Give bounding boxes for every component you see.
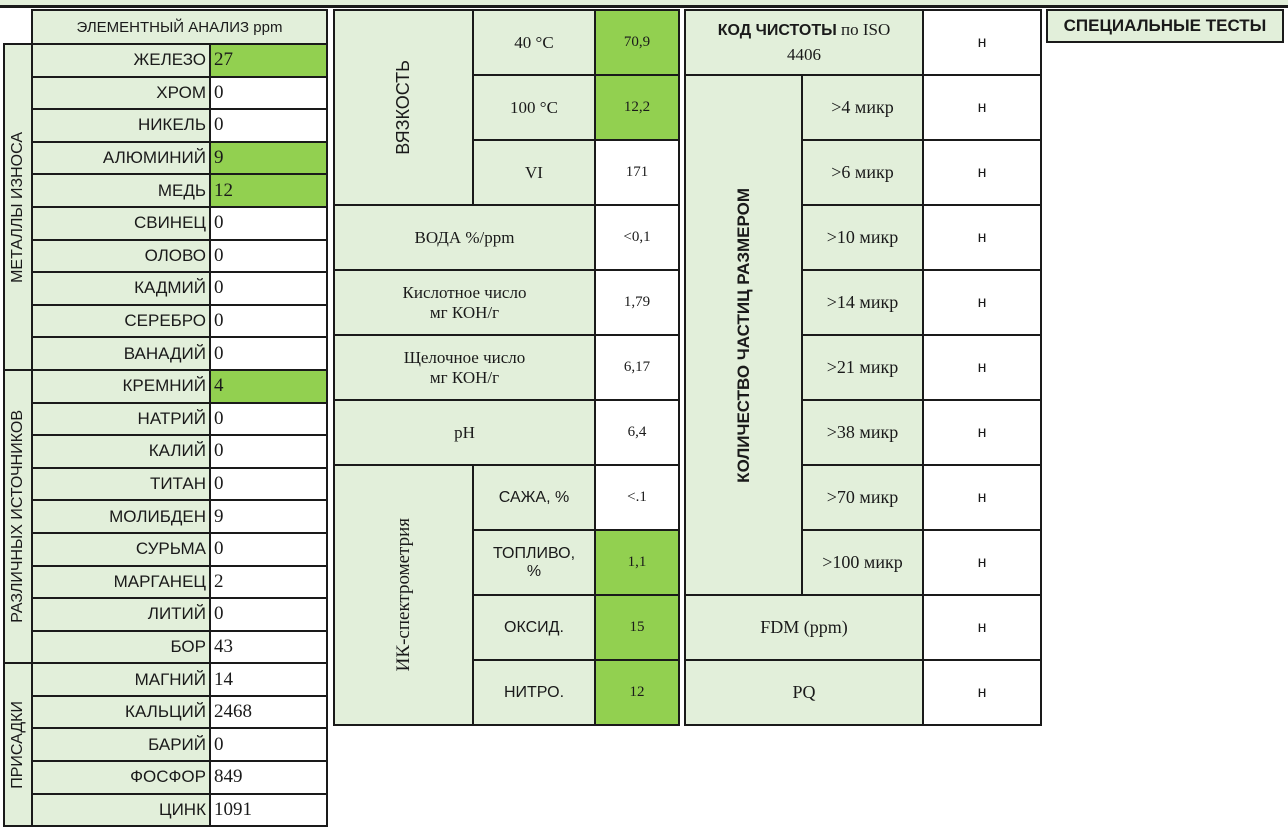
particle-size-label: >100 микр xyxy=(802,530,923,595)
vi-label: VI xyxy=(473,140,595,205)
element-group-label: МЕТАЛЛЫ ИЗНОСА xyxy=(9,131,26,283)
element-value: 0 xyxy=(210,403,327,436)
element-row xyxy=(4,794,327,827)
fuel-label xyxy=(473,530,595,595)
particle-size-label: >70 микр xyxy=(802,465,923,530)
visc-100-value: 12,2 xyxy=(595,75,679,140)
vi-value: 171 xyxy=(595,140,679,205)
fdm-value: н xyxy=(923,595,1041,660)
element-name: КАЛЬЦИЙ xyxy=(32,696,210,729)
particle-size-label: >21 микр xyxy=(802,335,923,400)
element-value: 9 xyxy=(210,142,327,175)
corner-blank xyxy=(4,10,32,44)
top-band xyxy=(0,0,1288,8)
ir-group xyxy=(334,465,473,725)
base-line2: мг КОН/г xyxy=(429,367,500,387)
element-row xyxy=(4,142,327,175)
element-value: 0 xyxy=(210,109,327,142)
particle-size-value: н xyxy=(923,140,1041,205)
iso-code-label xyxy=(685,10,923,75)
cleanliness-table xyxy=(684,9,1042,726)
oxidation-value: 15 xyxy=(595,595,679,660)
element-row xyxy=(4,44,327,77)
element-value: 0 xyxy=(210,77,327,110)
particle-size-value: н xyxy=(923,400,1041,465)
elemental-analysis-table xyxy=(3,9,328,827)
particle-size-value: н xyxy=(923,530,1041,595)
ir-label: ИК-спектрометрия xyxy=(392,518,414,672)
element-row xyxy=(4,109,327,142)
fuel-line2: % xyxy=(526,562,542,580)
element-value: 1091 xyxy=(210,794,327,827)
element-name: БОР xyxy=(32,631,210,664)
element-name: ФОСФОР xyxy=(32,761,210,794)
element-row xyxy=(4,435,327,468)
visc-40-label: 40 °C xyxy=(473,10,595,75)
element-value: 12 xyxy=(210,174,327,207)
soot-value: <.1 xyxy=(595,465,679,530)
element-row xyxy=(4,761,327,794)
oxidation-label: ОКСИД. xyxy=(473,595,595,660)
base-value: 6,17 xyxy=(595,335,679,400)
nitration-value: 12 xyxy=(595,660,679,725)
element-row xyxy=(4,272,327,305)
element-name: МЕДЬ xyxy=(32,174,210,207)
element-name: ВАНАДИЙ xyxy=(32,337,210,370)
element-value: 849 xyxy=(210,761,327,794)
acid-line2: мг КОН/г xyxy=(429,302,500,322)
element-value: 0 xyxy=(210,337,327,370)
element-name: НИКЕЛЬ xyxy=(32,109,210,142)
element-value: 27 xyxy=(210,44,327,77)
element-value: 0 xyxy=(210,435,327,468)
fdm-label: FDM (ppm) xyxy=(685,595,923,660)
element-row xyxy=(4,500,327,533)
element-value: 0 xyxy=(210,468,327,501)
element-name: МАГНИЙ xyxy=(32,663,210,696)
element-value: 0 xyxy=(210,305,327,338)
particle-size-value: н xyxy=(923,465,1041,530)
element-name: ОЛОВО xyxy=(32,240,210,273)
element-value: 14 xyxy=(210,663,327,696)
iso-line2: 4406 xyxy=(787,45,821,64)
properties-table xyxy=(333,9,680,726)
iso-value: н xyxy=(923,10,1041,75)
viscosity-group xyxy=(334,10,473,205)
element-row xyxy=(4,337,327,370)
water-value: <0,1 xyxy=(595,205,679,270)
element-name: КАДМИЙ xyxy=(32,272,210,305)
element-row xyxy=(4,533,327,566)
acid-number-label xyxy=(334,270,595,335)
particle-size-value: н xyxy=(923,75,1041,140)
water-label: ВОДА %/ppm xyxy=(334,205,595,270)
acid-value: 1,79 xyxy=(595,270,679,335)
element-name: ХРОМ xyxy=(32,77,210,110)
element-value: 0 xyxy=(210,240,327,273)
element-row xyxy=(4,663,327,696)
iso-line1: КОД ЧИСТОТЫ по ISO xyxy=(717,20,891,39)
fdm-row xyxy=(685,595,1041,660)
element-name: КАЛИЙ xyxy=(32,435,210,468)
element-row xyxy=(4,631,327,664)
element-value: 4 xyxy=(210,370,327,403)
particle-size-label: >4 микр xyxy=(802,75,923,140)
element-row xyxy=(4,77,327,110)
ph-value: 6,4 xyxy=(595,400,679,465)
element-name: СВИНЕЦ xyxy=(32,207,210,240)
element-row xyxy=(4,370,327,403)
particle-row xyxy=(685,75,1041,140)
element-name: ЛИТИЙ xyxy=(32,598,210,631)
element-name: СЕРЕБРО xyxy=(32,305,210,338)
element-value: 43 xyxy=(210,631,327,664)
soot-label: САЖА, % xyxy=(473,465,595,530)
particle-size-label: >14 микр xyxy=(802,270,923,335)
base-line1: Щелочное число xyxy=(403,347,526,367)
element-name: МАРГАНЕЦ xyxy=(32,566,210,599)
special-tests-header: СПЕЦИАЛЬНЫЕ ТЕСТЫ xyxy=(1046,9,1284,43)
element-name: ЖЕЛЕЗО xyxy=(32,44,210,77)
particle-group xyxy=(685,75,802,595)
elements-header: ЭЛЕМЕНТНЫЙ АНАЛИЗ ppm xyxy=(32,10,327,44)
particle-size-label: >10 микр xyxy=(802,205,923,270)
viscosity-label: ВЯЗКОСТЬ xyxy=(393,60,413,155)
particle-size-value: н xyxy=(923,270,1041,335)
element-name: ЦИНК xyxy=(32,794,210,827)
nitration-label: НИТРО. xyxy=(473,660,595,725)
element-value: 9 xyxy=(210,500,327,533)
element-value: 0 xyxy=(210,272,327,305)
element-value: 0 xyxy=(210,728,327,761)
element-group-1 xyxy=(4,370,32,663)
element-value: 0 xyxy=(210,207,327,240)
element-row xyxy=(4,403,327,436)
element-name: АЛЮМИНИЙ xyxy=(32,142,210,175)
element-name: ТИТАН xyxy=(32,468,210,501)
element-row xyxy=(4,305,327,338)
pq-value: н xyxy=(923,660,1041,725)
element-row xyxy=(4,566,327,599)
element-group-label: РАЗЛИЧНЫХ ИСТОЧНИКОВ xyxy=(9,410,26,623)
element-name: НАТРИЙ xyxy=(32,403,210,436)
particle-size-value: н xyxy=(923,335,1041,400)
element-row xyxy=(4,696,327,729)
visc-40-value: 70,9 xyxy=(595,10,679,75)
element-name: МОЛИБДЕН xyxy=(32,500,210,533)
element-value: 0 xyxy=(210,533,327,566)
element-name: СУРЬМА xyxy=(32,533,210,566)
element-row xyxy=(4,174,327,207)
particle-size-label: >6 микр xyxy=(802,140,923,205)
particle-count-label: КОЛИЧЕСТВО ЧАСТИЦ РАЗМЕРОМ xyxy=(733,187,753,483)
fuel-value: 1,1 xyxy=(595,530,679,595)
element-value: 2468 xyxy=(210,696,327,729)
element-value: 0 xyxy=(210,598,327,631)
particle-size-label: >38 микр xyxy=(802,400,923,465)
iso-line1-tail: по ISO xyxy=(841,20,891,39)
element-row xyxy=(4,240,327,273)
acid-line1: Кислотное число xyxy=(402,282,527,302)
element-row xyxy=(4,207,327,240)
pq-row xyxy=(685,660,1041,725)
element-group-0 xyxy=(4,44,32,370)
element-row xyxy=(4,598,327,631)
pq-label: PQ xyxy=(685,660,923,725)
element-name: КРЕМНИЙ xyxy=(32,370,210,403)
element-group-label: ПРИСАДКИ xyxy=(9,700,26,789)
base-number-label xyxy=(334,335,595,400)
visc-100-label: 100 °C xyxy=(473,75,595,140)
particle-size-value: н xyxy=(923,205,1041,270)
element-row xyxy=(4,468,327,501)
element-row xyxy=(4,728,327,761)
element-group-2 xyxy=(4,663,32,826)
ph-label: pH xyxy=(334,400,595,465)
element-value: 2 xyxy=(210,566,327,599)
element-name: БАРИЙ xyxy=(32,728,210,761)
fuel-line1: ТОПЛИВО, xyxy=(492,544,576,562)
